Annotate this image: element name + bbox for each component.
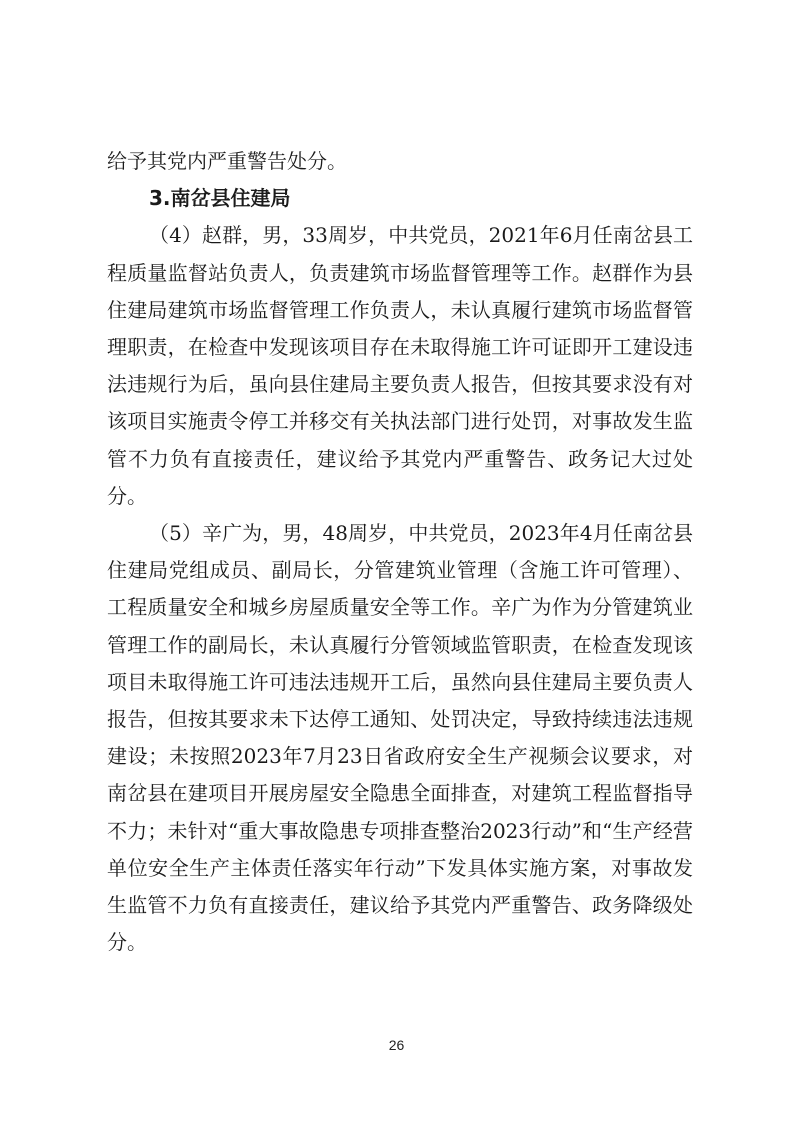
document-body <box>107 143 693 961</box>
paragraph-5: （5）辛广为，男，48周岁，中共党员，2023年4月任南岔县住建局党组成员、副局长，分管建筑业管理（含施工许可管理）、工程质量安全和城乡房屋质量安全等工作。辛广为作为分管建筑业管理工作的副局长，未认真履行分管领域监管职责，在检查发现该项目未取得施工许可违法违规开工后，虽然向县住建局主要负责人报告，但按其要求未下达停工通知、处罚决定，导致持续违法违规建设；未按照2023年7月23日省政府安全生产视频会议要求，对南岔县在建项目开展房屋安全隐患全面排查，对建筑工程监督指导不力；未针对“重大事故隐患专项排查整治2023行动”和“生产经营单位安全生产主体责任落实年行动”下发具体实施方案，对事故发生监管不力负有直接责任，建议给予其党内严重警告、政务降级处分。 <box>107 521 693 955</box>
section-heading: 3.南岔县住建局 <box>149 186 291 211</box>
page-number: 26 <box>388 1037 405 1053</box>
continued-paragraph: 给予其党内严重警告处分。 <box>107 149 347 173</box>
paragraph-4: （4）赵群，男，33周岁，中共党员，2021年6月任南岔县工程质量监督站负责人，负责建筑市场监督管理等工作。赵群作为县住建局建筑市场监督管理工作负责人，未认真履行建筑市场监督管理职责，在检查中发现该项目存在未取得施工许可证即开工建设违法违规行为后，虽向县住建局主要负责人报告，但按其要求没有对该项目实施责令停工并移交有关执法部门进行处罚，对事故发生监管不力负有直接责任，建议给予其党内严重警告、政务记大过处分。 <box>107 223 693 508</box>
